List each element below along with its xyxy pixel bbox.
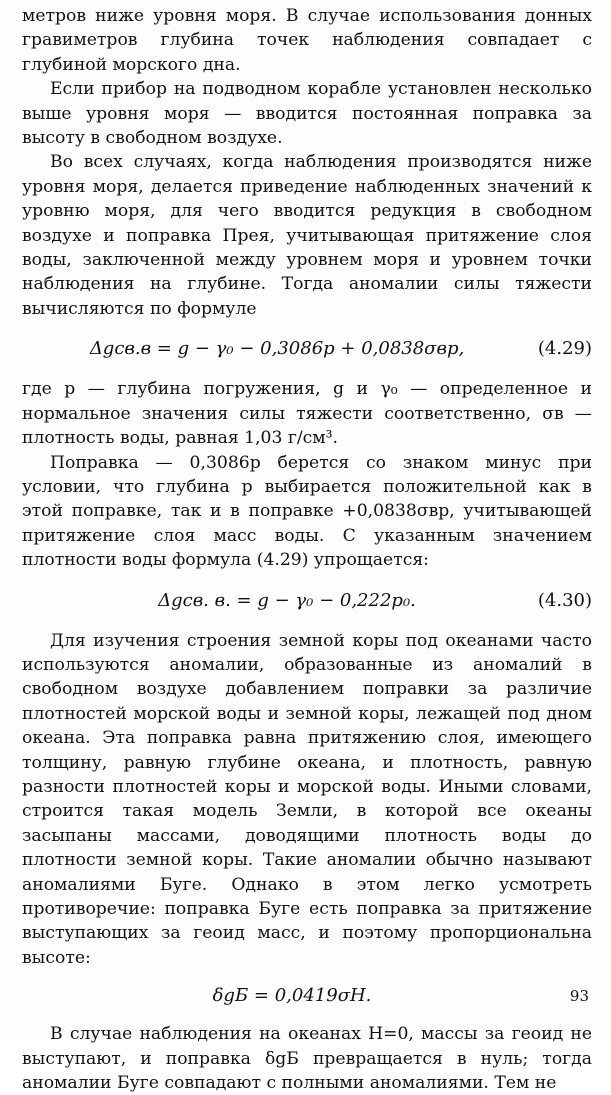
formula-bouguer-expression: δgБ = 0,0419σH. bbox=[212, 985, 372, 1007]
paragraph-2: Если прибор на подводном корабле установлен несколько выше уровня моря — вводится постоянная поправка за высоту в свободном воздухе. bbox=[22, 79, 592, 149]
paragraph-7: В случае наблюдения на океанах H=0, массы за геоид не выступают, и поправка δgБ превращается в нуль; тогда аномалии Буге совпадают с полными аномалиями. Тем не bbox=[22, 1024, 592, 1094]
formula-4-29 bbox=[22, 321, 592, 377]
page-body bbox=[22, 4, 592, 1095]
paragraph-4: где p — глубина погружения, g и γ₀ — определенное и нормальное значения силы тяжести соответственно, σв — плотность воды, равная 1,03 г/см³. bbox=[22, 379, 592, 449]
formula-4-30 bbox=[22, 573, 592, 629]
paragraph-1: метров ниже уровня моря. В случае использования донных гравиметров глубина точек наблюдения совпадает с глубиной морского дна. bbox=[22, 6, 592, 75]
paragraph-3: Во всех случаях, когда наблюдения производятся ниже уровня моря, делается приведение наблюденных значений к уровню моря, для чего вводится редукция в свободном воздухе и поправка Прея, учитывающая притяжение слоя воды, заключенной между уровнем моря и уровнем точки наблюдения на глубине. Тогда аномалии силы тяжести вычисляются по формуле bbox=[22, 152, 592, 319]
page-number: 93 bbox=[569, 987, 589, 1005]
formula-4-29-number: (4.29) bbox=[537, 338, 592, 360]
formula-4-30-expression: Δgсв. в. = g − γ₀ − 0,222p₀. bbox=[158, 589, 416, 611]
formula-bouguer bbox=[22, 970, 592, 1022]
formula-4-29-expression: Δgсв.в = g − γ₀ − 0,3086p + 0,0838σвp, bbox=[89, 338, 465, 360]
formula-4-30-number: (4.30) bbox=[537, 589, 592, 611]
paragraph-6: Для изучения строения земной коры под океанами часто используются аномалии, образованные из аномалий в свободном воздухе добавлением поправки за различие плотностей морской воды и земной коры, лежащей под дном океана. Эта поправка равна притяжению слоя, имеющего толщину, равную глубине океана, и плотность, равную разности плотностей коры и морской воды. Иными словами, строится такая модель Земли, в которой все океаны засыпаны массами, доводящими плотность воды до плотности земной коры. Такие аномалии обычно называют аномалиями Буге. Однако в этом легко усмотреть противоречие: поправка Буге есть поправка за притяжение выступающих за геоид масс, и поэтому пропорциональна высоте: bbox=[22, 630, 592, 968]
paragraph-5: Поправка — 0,3086p берется со знаком минус при условии, что глубина p выбирается положительной как в этой поправке, так и в поправке +0,0838σвp, учитывающей притяжение слоя масс воды. С указанным значением плотности воды формула (4.29) упрощается: bbox=[22, 452, 592, 571]
